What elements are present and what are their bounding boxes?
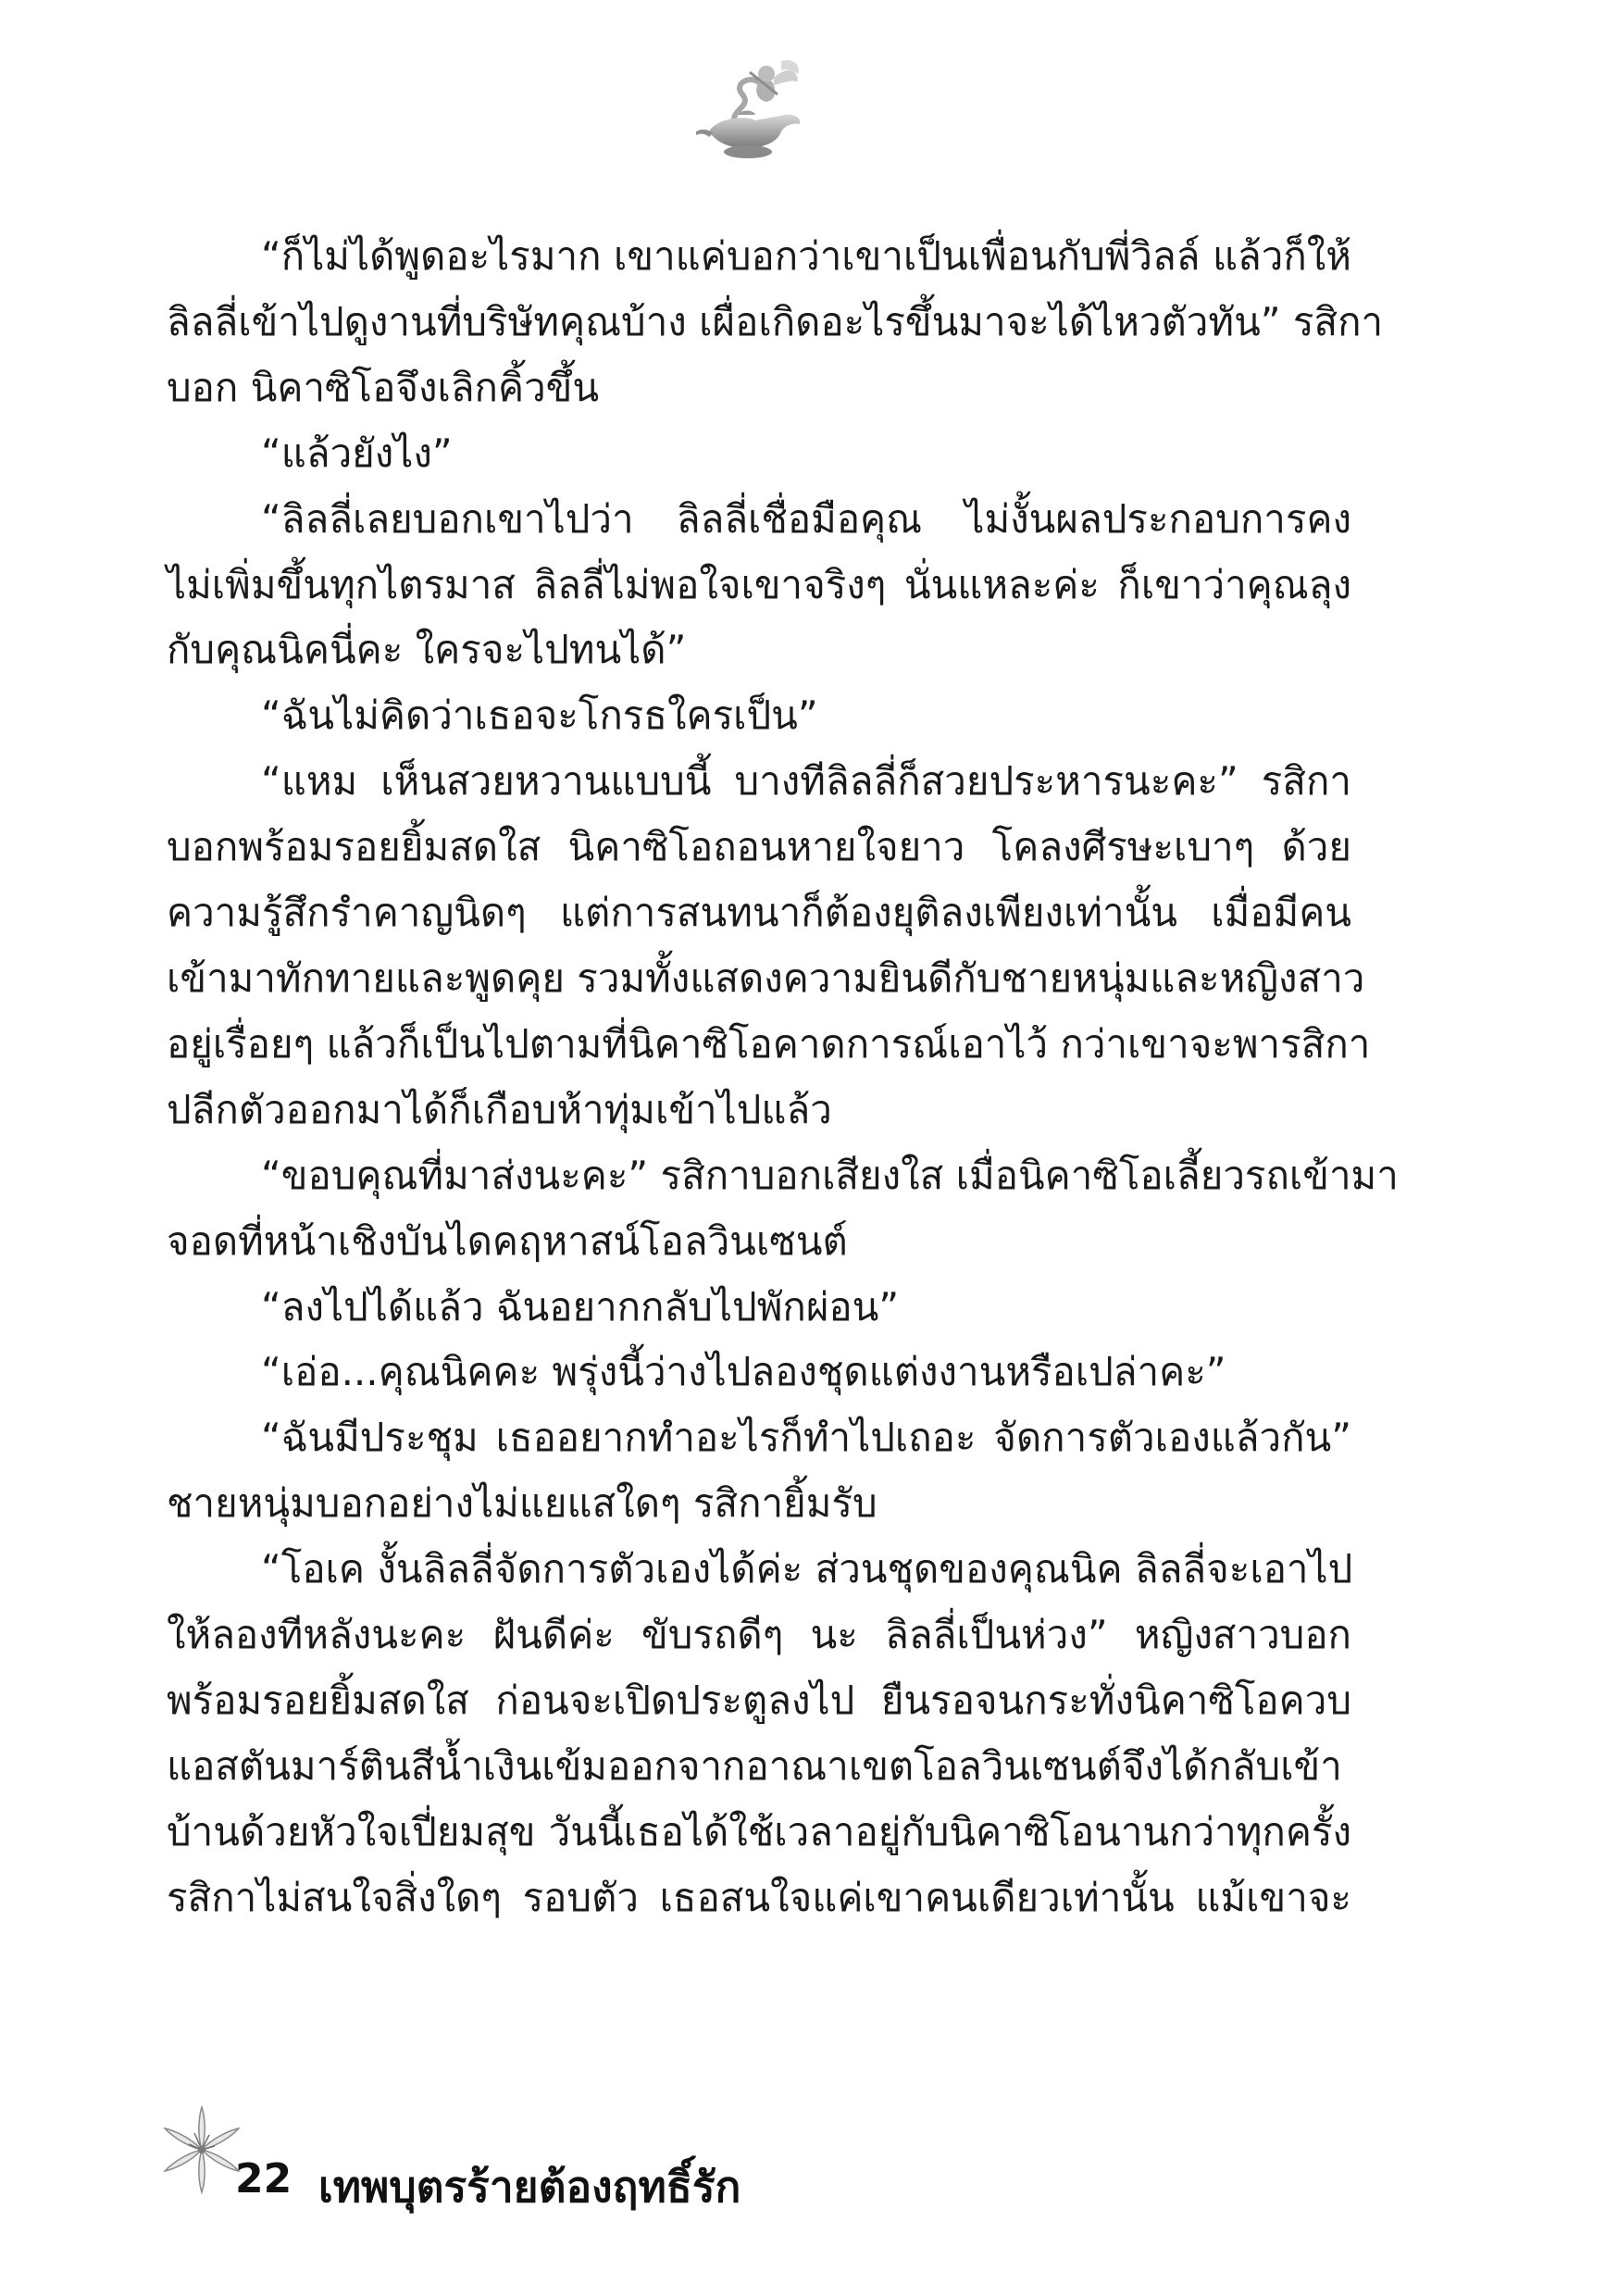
- book-title: เทพบุตรร้ายต้องฤทธิ์รัก: [318, 2162, 741, 2212]
- text-line: “โอเค งั้นลิลลี่จัดการตัวเองได้ค่ะ ส่วนชุดของคุณนิค ลิลลี่จะเอาไป: [261, 1546, 1353, 1592]
- text-line: “ขอบคุณที่มาส่งนะคะ” รสิกาบอกเสียงใส เมื่อนิคาซิโอเลี้ยวรถเข้ามา: [261, 1152, 1399, 1198]
- text-line: ลิลลี่เข้าไปดูงานที่บริษัทคุณบ้าง เผื่อเกิดอะไรขึ้นมาจะได้ไหวตัวทัน” รสิกา: [167, 298, 1384, 344]
- text-line: พร้อมรอยยิ้มสดใส ก่อนจะเปิดประตูลงไป ยืนรอจนกระทั่งนิคาซิโอควบ: [167, 1677, 1351, 1723]
- text-line: “ลงไปได้แล้ว ฉันอยากกลับไปพักผ่อน”: [261, 1283, 900, 1329]
- text-line: จอดที่หน้าเชิงบันไดคฤหาสน์โอลวินเซนต์: [167, 1217, 848, 1264]
- text-line: “แล้วยังไง”: [261, 430, 453, 476]
- text-line: ความรู้สึกรำคาญนิดๆ แต่การสนทนาก็ต้องยุติลงเพียงเท่านั้น เมื่อมีคน: [167, 890, 1351, 936]
- text-line: “ฉันมีประชุม เธออยากทำอะไรก็ทำไปเถอะ จัดการตัวเองแล้วกัน”: [261, 1415, 1351, 1461]
- text-line: แอสตันมาร์ตินสีน้ำเงินเข้มออกจากอาณาเขตโอลวินเซนต์จึงได้กลับเข้า: [167, 1742, 1342, 1789]
- text-line: ปลีกตัวออกมาได้ก็เกือบห้าทุ่มเข้าไปแล้ว: [167, 1086, 832, 1132]
- text-line: บอกพร้อมรอยยิ้มสดใส นิคาซิโอถอนหายใจยาว โคลงศีรษะเบาๆ ด้วย: [167, 824, 1351, 870]
- text-line: “แหม เห็นสวยหวานแบบนี้ บางทีลิลลี่ก็สวยประหารนะคะ” รสิกา: [261, 758, 1351, 805]
- text-line: รสิกาไม่สนใจสิ่งใดๆ รอบตัว เธอสนใจแค่เขาคนเดียวเท่านั้น แม้เขาจะ: [167, 1874, 1351, 1920]
- text-line: บอก นิคาซิโอจึงเลิกคิ้วขึ้น: [167, 364, 600, 410]
- lily-flower-icon: [156, 2102, 248, 2203]
- text-line: บ้านด้วยหัวใจเปี่ยมสุข วันนี้เธอได้ใช้เวลาอยู่กับนิคาซิโอนานกว่าทุกครั้ง: [167, 1808, 1351, 1854]
- text-line: ชายหนุ่มบอกอย่างไม่แยแสใดๆ รสิกายิ้มรับ: [167, 1480, 877, 1527]
- text-line: “ฉันไม่คิดว่าเธอจะโกรธใครเป็น”: [261, 693, 818, 739]
- text-line: “เอ่อ...คุณนิคคะ พรุ่งนี้ว่างไปลองชุดแต่งงานหรือเปล่าคะ”: [261, 1349, 1226, 1395]
- text-line: กับคุณนิคนี่คะ ใครจะไปทนได้”: [167, 627, 687, 673]
- body-text: [167, 224, 1399, 1931]
- text-line: “ลิลลี่เลยบอกเขาไปว่า ลิลลี่เชื่อมือคุณ ไม่งั้นผลประกอบการคง: [261, 495, 1351, 542]
- text-line: ไม่เพิ่มขึ้นทุกไตรมาส ลิลลี่ไม่พอใจเขาจริงๆ นั่นแหละค่ะ ก็เขาว่าคุณลุง: [167, 561, 1351, 607]
- text-line: อยู่เรื่อยๆ แล้วก็เป็นไปตามที่นิคาซิโอคาดการณ์เอาไว้ กว่าเขาจะพารสิกา: [167, 1020, 1371, 1067]
- page-number: 22: [235, 2155, 292, 2202]
- genie-lamp-icon: [689, 54, 815, 165]
- text-line: ให้ลองทีหลังนะคะ ฝันดีค่ะ ขับรถดีๆ นะ ลิลลี่เป็นห่วง” หญิงสาวบอก: [167, 1612, 1351, 1658]
- page-footer: [156, 2102, 989, 2222]
- text-line: เข้ามาทักทายและพูดคุย รวมทั้งแสดงความยินดีกับชายหนุ่มและหญิงสาว: [167, 955, 1365, 1001]
- text-line: “ก็ไม่ได้พูดอะไรมาก เขาแค่บอกว่าเขาเป็นเพื่อนกับพี่วิลล์ แล้วก็ให้: [261, 233, 1351, 279]
